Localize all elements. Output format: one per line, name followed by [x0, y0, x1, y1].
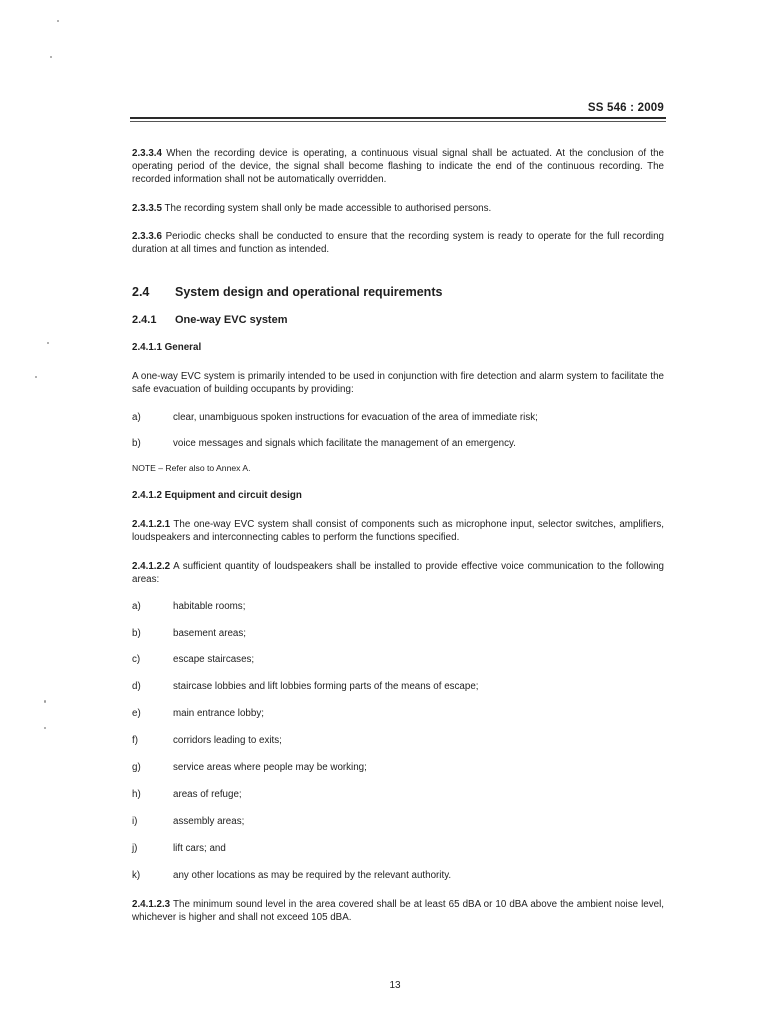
list-text: corridors leading to exits;: [173, 735, 282, 746]
list-text: habitable rooms;: [173, 601, 246, 612]
clause-number: 2.4.1.2.1: [132, 519, 171, 530]
equipment-heading: 2.4.1.2 Equipment and circuit design: [132, 490, 302, 501]
list-label: b): [132, 628, 141, 639]
clause-2-3-3-5: [132, 202, 664, 215]
clause-text: The recording system shall only be made accessible to authorised persons.: [164, 203, 492, 214]
scan-speck: [44, 700, 46, 703]
note: NOTE – Refer also to Annex A.: [132, 463, 251, 473]
list-label: c): [132, 654, 141, 665]
list-label: g): [132, 762, 141, 773]
list-text: any other locations as may be required by the relevant authority.: [173, 870, 452, 881]
list-label: d): [132, 681, 141, 692]
list-label: h): [132, 789, 141, 800]
list-label: k): [132, 870, 141, 881]
list-text: lift cars; and: [173, 843, 226, 854]
page-number: 13: [389, 980, 401, 991]
list-text: areas of refuge;: [173, 789, 242, 800]
list-label: a): [132, 412, 141, 423]
clause-2-3-3-6: [132, 230, 664, 256]
clause-number: 2.3.3.4: [132, 148, 162, 159]
list-label: b): [132, 438, 141, 449]
list-text: staircase lobbies and lift lobbies forming parts of the means of escape;: [173, 681, 479, 692]
clause-number: 2.4.1.2.2: [132, 561, 171, 572]
subsection-number: 2.4.1: [132, 314, 157, 326]
list-text: main entrance lobby;: [173, 708, 264, 719]
list-text: basement areas;: [173, 628, 246, 639]
clause-number: 2.4.1.2.3: [132, 899, 171, 910]
clause-2-4-1-2-3: [132, 898, 664, 924]
subsection-heading: [132, 314, 288, 326]
clause-text: Periodic checks shall be conducted to ensure that the recording system is ready to operate for the full recording duration at all times and function as intended.: [132, 231, 664, 255]
clause-text: The minimum sound level in the area covered shall be at least 65 dBA or 10 dBA above the ambient noise level, whichever is higher and shall not exceed 105 dBA.: [132, 899, 664, 923]
standard-reference: SS 546 : 2009: [587, 102, 664, 114]
list-text: escape staircases;: [173, 654, 255, 665]
list-label: i): [132, 816, 138, 827]
clause-text: The one-way EVC system shall consist of components such as microphone input, selector switches, amplifiers, loudspeakers and interconnecting cables to perform the functions specified.: [132, 519, 664, 543]
clause-2-4-1-2-1: [132, 518, 664, 544]
list-text: service areas where people may be working;: [173, 762, 367, 773]
list-label: e): [132, 708, 141, 719]
subsection-title: One-way EVC system: [175, 314, 288, 326]
scan-speck: [50, 56, 52, 58]
general-intro: A one-way EVC system is primarily intended to be used in conjunction with fire detection and alarm system to facilitate the safe evacuation of building occupants by providing:: [132, 371, 664, 395]
clause-text: A sufficient quantity of loudspeakers shall be installed to provide effective voice communication to the following areas:: [132, 561, 664, 585]
header-rule: [130, 117, 666, 119]
list-label: f): [132, 735, 138, 746]
list-label: j): [132, 843, 138, 854]
clause-2-4-1-2-2: [132, 560, 664, 586]
scan-speck: [44, 727, 46, 729]
list-label: a): [132, 601, 141, 612]
scan-speck: [35, 376, 37, 378]
clause-text: When the recording device is operating, a continuous visual signal shall be actuated. At the conclusion of the operating period of the device, the signal shall become flashing to indicate the end of the continuous recording. The recorded information shall not be automatically overridden.: [132, 148, 664, 185]
clause-number: 2.3.3.6: [132, 231, 162, 242]
section-number: 2.4: [132, 285, 150, 299]
scan-speck: [57, 20, 59, 22]
clause-2-3-3-4: [132, 147, 664, 186]
general-heading: 2.4.1.1 General: [132, 342, 202, 353]
list-text: assembly areas;: [173, 816, 245, 827]
section-title: System design and operational requirements: [175, 285, 443, 299]
clause-number: 2.3.3.5: [132, 203, 162, 214]
list-text: clear, unambiguous spoken instructions for evacuation of the area of immediate risk;: [173, 412, 538, 423]
section-heading: [132, 285, 442, 299]
scan-speck: [47, 342, 49, 344]
header-rule-thin: [130, 121, 666, 122]
list-text: voice messages and signals which facilitate the management of an emergency.: [173, 438, 516, 449]
